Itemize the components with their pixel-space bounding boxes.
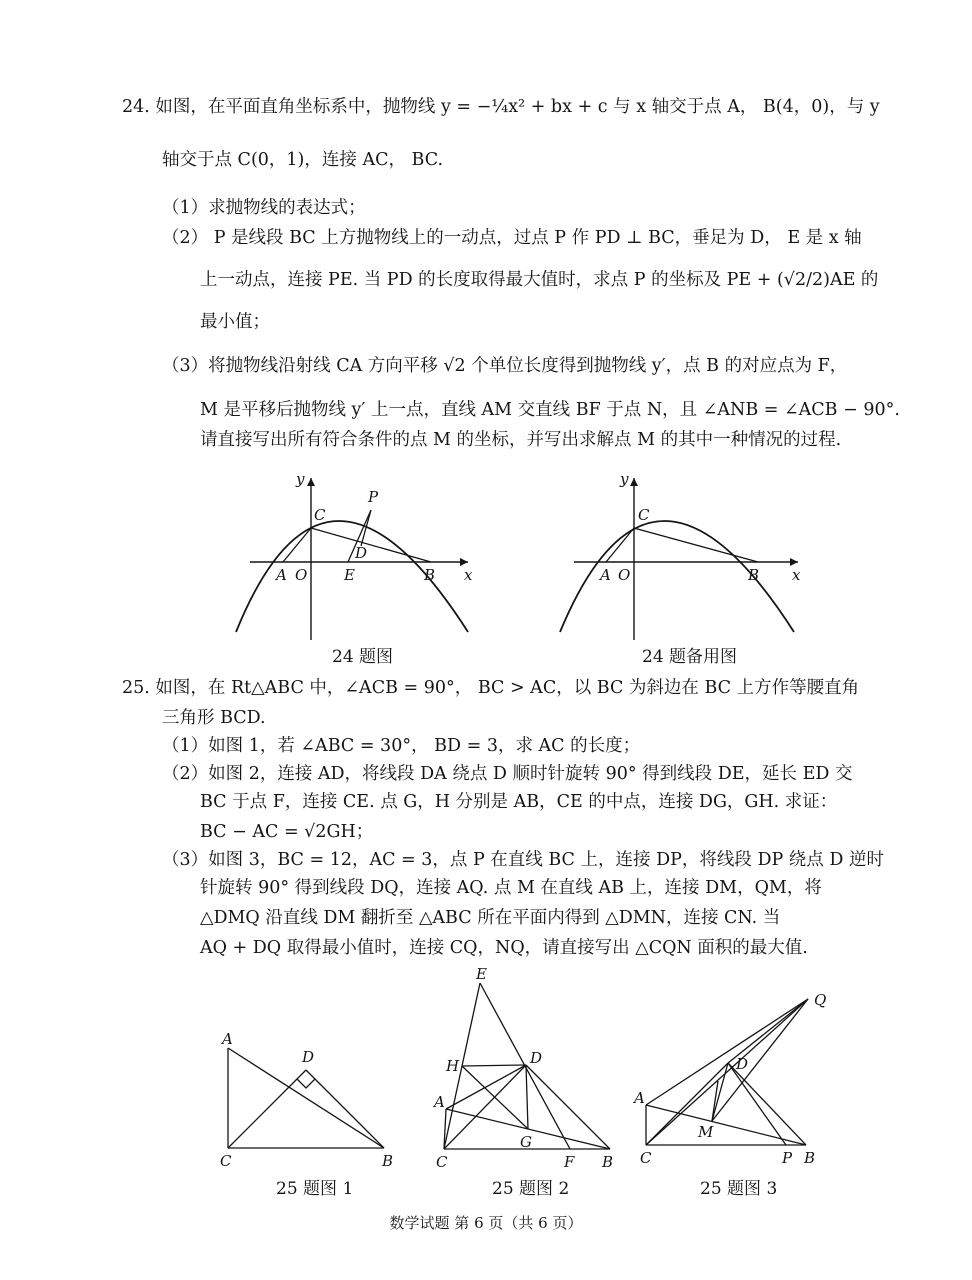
fig24b-label-a: A [600, 566, 611, 584]
fig24-label-o: O [295, 566, 308, 584]
fig25-2-label-h: H [446, 1057, 460, 1075]
fig25-1-label-c: C [220, 1152, 232, 1170]
fig25-2-label-d: D [530, 1049, 543, 1067]
fig24-label-p: P [368, 488, 379, 506]
fig24b-label-x: x [792, 566, 801, 584]
fig25-1-segment-cd [228, 1070, 306, 1148]
q24-part2-line-2: 上一动点，连接 PE. 当 PD 的长度取得最大值时，求点 P 的坐标及 PE + (√2/2)AE 的 [200, 270, 879, 290]
fig24-label-x: x [464, 566, 473, 584]
fig25-3-label-d: D [736, 1055, 749, 1073]
fig25-2-label-a: A [434, 1093, 445, 1111]
q24-part3-line-2: M 是平移后抛物线 y′ 上一点，直线 AM 交直线 BF 于点 N，且 ∠ANB = ∠ACB − 90°. [200, 400, 900, 420]
fig25-2 [432, 965, 622, 1175]
fig25-3-segment-dq [728, 999, 808, 1063]
fig24-label-c: C [314, 506, 326, 524]
q25-line-1: 25. 如图，在 Rt△ABC 中，∠ACB = 90°， BC > AC，以 BC 为斜边在 BC 上方作等腰直角 [122, 678, 860, 698]
fig25-3-segment-cq [646, 999, 808, 1145]
fig24-y-arrow [307, 478, 315, 486]
fig24-x-arrow [460, 558, 468, 566]
q25-part1: （1）如图 1，若 ∠ABC = 30°， BD = 3，求 AC 的长度； [162, 736, 641, 756]
fig24b-y-arrow [630, 478, 638, 486]
q24-part1: （1）求抛物线的表达式； [162, 198, 366, 218]
fig24-backup [552, 470, 812, 640]
q24-part2-line-3: 最小值； [200, 312, 270, 332]
q24-part2-line-1: （2） P 是线段 BC 上方抛物线上的一动点，过点 P 作 PD ⊥ BC，垂足为 D， E 是 x 轴 [162, 228, 862, 248]
fig24-label-e: E [344, 566, 355, 584]
fig25-1-segment-db [306, 1070, 384, 1148]
fig25-3-label-p: P [782, 1149, 793, 1167]
fig25-2-segment-hd [462, 1065, 526, 1066]
q25-part2-line-2: BC 于点 F，连接 CE. 点 G，H 分别是 AB，CE 的中点，连接 DG，GH. 求证： [200, 792, 838, 812]
q25-part2-line-1: （2）如图 2，连接 AD，将线段 DA 绕点 D 顺时针旋转 90° 得到线段 DE，延长 ED 交 [162, 764, 853, 784]
fig24-label-y: y [296, 470, 305, 488]
fig25-2-label-b: B [602, 1153, 614, 1171]
fig25-3-segment-db [728, 1063, 806, 1145]
fig25-3-label-c: C [640, 1149, 652, 1167]
q24-line-1: 24. 如图，在平面直角坐标系中，抛物线 y = −¼x² + bx + c 与 x 轴交于点 A， B(4，0)，与 y [122, 97, 880, 117]
fig25-3-label-m: M [698, 1123, 714, 1141]
fig25-3-caption: 25 题图 3 [700, 1179, 778, 1199]
fig25-3-label-q: Q [814, 991, 827, 1009]
fig25-1-label-d: D [302, 1048, 315, 1066]
q24-part3-line-1: （3）将抛物线沿射线 CA 方向平移 √2 个单位长度得到抛物线 y′，点 B 的对应点为 F， [162, 356, 848, 376]
fig25-2-label-f: F [564, 1153, 575, 1171]
fig24-main [228, 470, 488, 640]
q24-part3-line-3: 请直接写出所有符合条件的点 M 的坐标，并写出求解点 M 的其中一种情况的过程. [200, 430, 842, 450]
fig25-3-segment-mq [712, 999, 808, 1121]
fig24b-segment-ac [606, 528, 634, 562]
q25-part3-line-1: （3）如图 3，BC = 12，AC = 3，点 P 在直线 BC 上，连接 DP，将线段 DP 绕点 D 逆时 [162, 850, 884, 870]
page-footer: 数学试题 第 6 页（共 6 页） [389, 1214, 583, 1232]
fig24b-label-b: B [748, 566, 760, 584]
fig25-2-caption: 25 题图 2 [492, 1179, 570, 1199]
fig24-label-b: B [424, 566, 436, 584]
fig25-1-caption: 25 题图 1 [276, 1179, 354, 1199]
fig25-2-label-c: C [436, 1153, 448, 1171]
fig25-2-segment-dg [526, 1065, 528, 1129]
fig24-main-caption: 24 题图 [332, 647, 394, 667]
fig24-backup-caption: 24 题备用图 [642, 647, 738, 667]
q25-line-2: 三角形 BCD. [162, 708, 266, 728]
q25-part2-line-3: BC − AC = √2GH； [200, 822, 374, 842]
fig25-2-segment-cd [444, 1065, 526, 1149]
fig24-segment-cb [311, 528, 431, 562]
fig24b-x-arrow [790, 558, 798, 566]
fig24b-segment-cb [634, 528, 758, 562]
fig25-1-label-b: B [382, 1152, 394, 1170]
fig25-2-segment-db [526, 1065, 610, 1149]
fig25-1-label-a: A [222, 1030, 233, 1048]
q25-part3-line-2: 针旋转 90° 得到线段 DQ，连接 AQ. 点 M 在直线 AB 上，连接 DM，QM，将 [200, 878, 822, 898]
fig25-3-segment-cd [646, 1063, 728, 1145]
fig25-1 [210, 1030, 410, 1170]
q24-line-2: 轴交于点 C(0，1)，连接 AC， BC. [162, 150, 444, 170]
q25-part3-line-3: △DMQ 沿直线 DM 翻折至 △ABC 所在平面内得到 △DMN，连接 CN. 当 [200, 908, 781, 928]
q25-part3-line-4: AQ + DQ 取得最小值时，连接 CQ，NQ，请直接写出 △CQN 面积的最大值. [200, 938, 808, 958]
fig25-3-segment-aq [646, 999, 808, 1105]
fig24b-label-y: y [620, 470, 629, 488]
fig24b-label-o: O [618, 566, 631, 584]
fig25-1-right-angle-mark [297, 1079, 315, 1088]
fig25-3-label-b: B [804, 1149, 816, 1167]
fig25-2-label-g: G [520, 1133, 532, 1151]
fig24-label-d: D [355, 544, 368, 562]
fig25-3 [632, 985, 842, 1175]
fig25-2-label-e: E [476, 965, 487, 983]
fig24b-label-c: C [638, 506, 650, 524]
fig24-label-a: A [276, 566, 287, 584]
fig25-3-label-a: A [634, 1089, 645, 1107]
